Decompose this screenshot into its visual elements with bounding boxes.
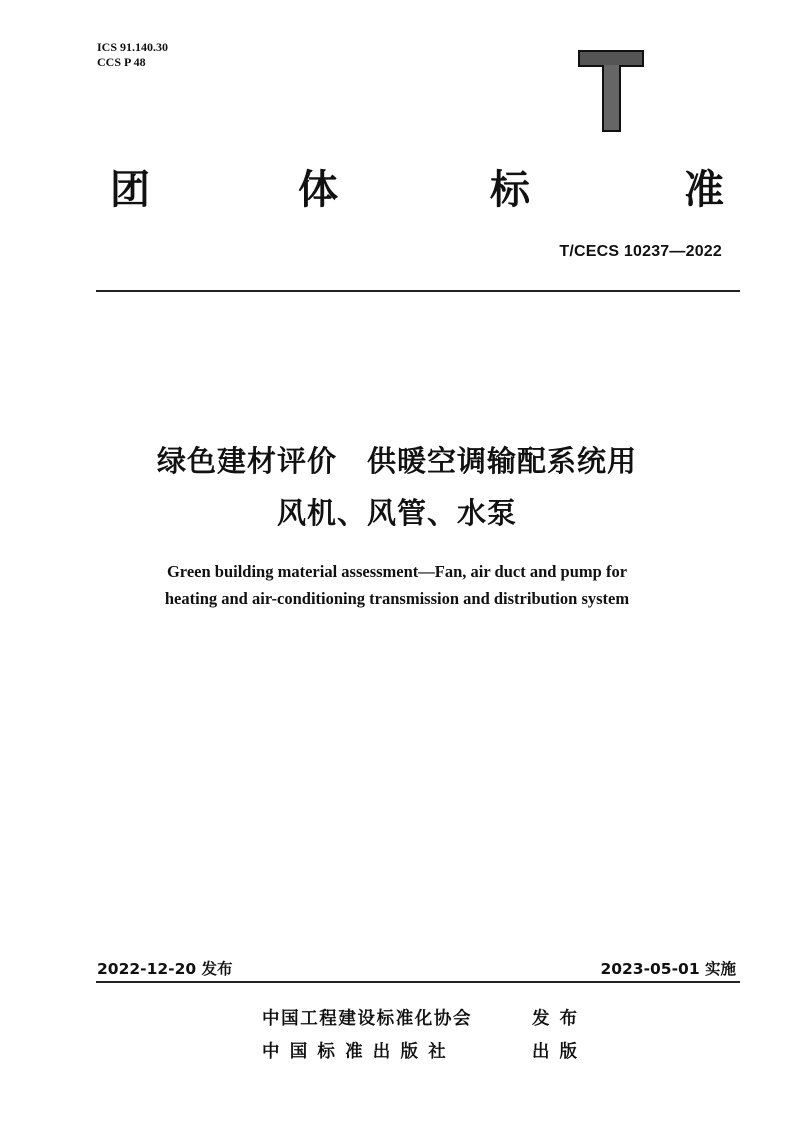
category-char-4: 准: [684, 167, 724, 213]
category-char-3: 标: [490, 167, 530, 213]
publisher-name-1: 中国工程建设标准化协会: [262, 1009, 473, 1029]
publisher-name-2: 中国标准出版社: [262, 1042, 456, 1062]
english-title-line-2: heating and air-conditioning transmission and distribution system: [164, 589, 630, 608]
ccs-code: CCS P 48: [97, 55, 146, 69]
t-logo-icon: [578, 50, 644, 132]
category-char-1: 团: [110, 167, 150, 213]
chinese-title-line-2: 风机、风管、水泵: [276, 496, 517, 530]
chinese-title-line-1: 绿色建材评价 供暖空调输配系统用: [156, 444, 637, 478]
implementation-date: 2023-05-01 实施: [600, 960, 736, 978]
bottom-divider: [96, 981, 740, 983]
ics-code: ICS 91.140.30: [97, 40, 169, 54]
issue-date: 2022-12-20 发布: [97, 960, 233, 978]
category-char-2: 体: [298, 167, 338, 213]
publisher-action-2: 出版: [532, 1042, 587, 1062]
standard-number: T/CECS 10237—2022: [559, 243, 722, 260]
publisher-action-1: 发布: [532, 1009, 587, 1029]
top-divider: [96, 290, 740, 292]
english-title-line-1: Green building material assessment—Fan, air duct and pump for: [166, 562, 628, 581]
